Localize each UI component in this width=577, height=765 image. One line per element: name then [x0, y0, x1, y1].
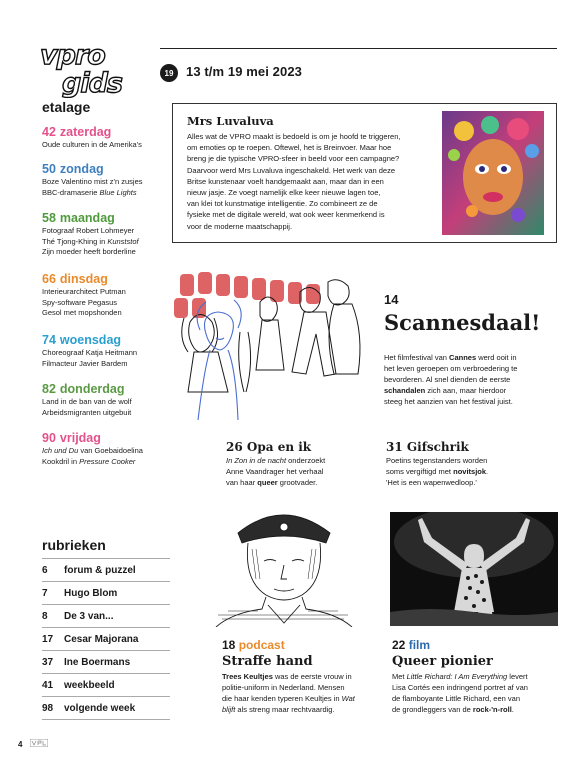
- rubriek-item: [42, 673, 170, 696]
- queer-pionier-text: .: [511, 705, 514, 714]
- etalage-day-page: 90: [42, 431, 56, 445]
- gifschrik-highlight: novitsjok: [453, 467, 487, 476]
- scannesdaal-highlight: Cannes: [449, 353, 477, 362]
- rubriek-page: 41: [42, 679, 54, 691]
- scannesdaal-text: zich aan, maar hierdoor: [425, 386, 507, 395]
- film-category: film: [408, 638, 431, 652]
- gifschrik-line: [386, 477, 546, 488]
- film-header: [392, 638, 430, 652]
- etalage-line-text: Oude culturen in de Amerika's: [42, 140, 142, 149]
- opa-en-ik-line: [226, 455, 376, 466]
- straffe-hand-line: [222, 704, 372, 715]
- straffe-hand-line: [222, 671, 372, 682]
- etalage-day-page: 50: [42, 162, 56, 176]
- rubriek-item: [42, 558, 170, 581]
- rubrieken-heading: rubrieken: [42, 537, 106, 553]
- etalage-day-name: zondag: [59, 162, 104, 176]
- etalage-day-woensdag: [42, 333, 172, 369]
- etalage-day-line: [42, 140, 172, 151]
- straffe-hand-text: was de eerste vrouw in: [272, 672, 352, 681]
- rubriek-page: 6: [42, 564, 48, 576]
- etalage-line-text: Choreograaf Katja Heitmann: [42, 348, 138, 357]
- etalage-line-title: Pressure Cooker: [79, 456, 136, 466]
- etalage-day-name: zaterdag: [59, 125, 112, 139]
- rubriek-label: forum & puzzel: [64, 564, 136, 576]
- etalage-line-title: Blue Lights: [99, 187, 137, 197]
- etalage-line-text: BBC-dramaserie: [42, 187, 100, 197]
- etalage-line-text: Zijn moeder heeft borderline: [42, 247, 136, 256]
- queer-pionier-line: [392, 704, 557, 715]
- gifschrik-text: .: [486, 467, 489, 476]
- cannes-illustration: [170, 272, 370, 432]
- feature-line: Alles wat de VPRO maakt is bedoeld is om je hoofd te triggeren,: [187, 132, 401, 141]
- etalage-line-text: Arbeidsmigranten uitgebuit: [42, 407, 132, 417]
- etalage-day-line: [42, 408, 172, 419]
- issue-dates: 13 t/m 19 mei 2023: [186, 64, 302, 79]
- rubriek-label: Cesar Majorana: [64, 633, 139, 645]
- etalage-line-text: Filmacteur Javier Bardem: [42, 358, 128, 368]
- straffe-hand-text: als streng maar rechtvaardig.: [235, 705, 335, 714]
- queer-pionier-line: [392, 671, 557, 682]
- etalage-day-zaterdag: [42, 125, 172, 151]
- opa-en-ik-text: grootvader.: [277, 478, 318, 487]
- rubriek-page: 98: [42, 702, 54, 714]
- etalage-day-header: [42, 272, 172, 287]
- scannesdaal-line: [384, 352, 554, 363]
- straffe-hand-title-ref: blijft: [222, 705, 236, 714]
- rubriek-page: 8: [42, 610, 48, 622]
- etalage-heading: etalage: [42, 99, 91, 115]
- queer-pionier-body: [392, 671, 557, 715]
- gifschrik-text: 'Het is een wapenwedloop.': [386, 478, 477, 487]
- straffe-hand-line: [222, 693, 372, 704]
- queer-pionier-highlight: rock-'n-roll: [472, 705, 512, 714]
- scannesdaal-line: [384, 396, 554, 407]
- gifschrik-text: Poetins tegenstanders worden: [386, 456, 488, 465]
- etalage-line-title: Kunststof: [107, 236, 139, 246]
- footer-vpro-logo: [30, 739, 48, 747]
- etalage-day-line: [42, 359, 172, 370]
- feature-line: voor de moderne maatschappij.: [187, 221, 293, 231]
- feature-line: van klei tot kunstmatige intelligentie. Zo combineert ze de: [187, 199, 378, 209]
- etalage-day-line: [42, 457, 172, 468]
- page-number: 4: [18, 740, 23, 749]
- rubriek-label: weekbeeld: [64, 679, 115, 691]
- queer-pionier-text: de grondleggers van de: [392, 705, 473, 714]
- etalage-day-line: [42, 247, 172, 258]
- etalage-day-name: donderdag: [59, 382, 125, 396]
- queer-pionier-title: Queer pionier: [392, 654, 493, 669]
- etalage-day-line: [42, 226, 172, 237]
- opa-en-ik-line: [226, 466, 376, 477]
- etalage-day-dinsdag: [42, 272, 172, 319]
- rubriek-item: [42, 650, 170, 673]
- rubriek-item: [42, 604, 170, 627]
- etalage-day-page: 82: [42, 382, 56, 396]
- etalage-day-name: maandag: [59, 211, 115, 225]
- queer-pionier-text: Lisa Cortés een indringend portret af van: [392, 683, 528, 692]
- queer-pionier-text: de flamboyante Little Richard, een van: [392, 694, 520, 703]
- queer-pionier-line: [392, 682, 557, 693]
- etalage-day-line: [42, 188, 172, 199]
- etalage-day-header: [42, 125, 172, 140]
- etalage-day-line: [42, 397, 172, 408]
- etalage-line-title: Ich und Du: [42, 446, 79, 455]
- gifschrik-line: [386, 466, 546, 477]
- etalage-line-text: Kookdril in: [42, 456, 80, 466]
- etalage-day-header: [42, 382, 172, 397]
- etalage-line-text: Boze Valentino mist z'n zusjes: [42, 177, 143, 186]
- scannesdaal-line: [384, 363, 554, 374]
- scannesdaal-title: Scannesdaal!: [384, 310, 541, 335]
- rubriek-label: Hugo Blom: [64, 587, 118, 599]
- rubriek-item: [42, 581, 170, 604]
- mrs-luvaluva-artwork: [442, 111, 544, 235]
- etalage-day-line: [42, 287, 172, 298]
- scannesdaal-page-number: 14: [384, 292, 399, 307]
- opa-en-ik-text: onderzoekt: [286, 456, 326, 465]
- scannesdaal-highlight: schandalen: [384, 386, 426, 395]
- etalage-line-text: Interieurarchitect Putman: [42, 287, 126, 296]
- etalage-line-text: Spy-software Pegasus: [42, 297, 118, 307]
- scannesdaal-text: werd ooit in: [476, 353, 517, 362]
- feature-body: [187, 131, 435, 232]
- feature-line: om emoties op te roepen. Oftewel, het is Breinvoer. Maar hoe: [187, 143, 392, 153]
- etalage-line-text: van Goebaidoelina: [78, 446, 143, 455]
- scannesdaal-text: het leven geroepen om verbroedering te: [384, 364, 518, 373]
- logo-bottom-text: gids: [62, 68, 122, 98]
- opa-en-ik-line: [226, 477, 376, 488]
- rubriek-item: [42, 627, 170, 650]
- etalage-day-header: [42, 162, 172, 177]
- etalage-day-page: 74: [42, 333, 56, 347]
- opa-en-ik-title-text: Opa en ik: [246, 440, 312, 454]
- etalage-day-page: 42: [42, 125, 56, 139]
- opa-en-ik-title: [226, 440, 311, 454]
- opa-en-ik-title-ref: In Zon in de nacht: [226, 456, 287, 465]
- feature-line: breng je die typische VPRO-sfeer in beeld voor een campagne?: [187, 154, 400, 164]
- queer-pionier-text: Met: [392, 672, 407, 681]
- feature-line: nieuw jasje. Ze voegt namelijk elke keer nieuwe lagen toe,: [187, 188, 381, 198]
- scannesdaal-text: bevorderen. Al snel dienden de eerste: [384, 375, 511, 384]
- feature-line: fysieke met de digitale wereld, wat ook weer kenmerkend is: [187, 210, 385, 220]
- feature-line: Britse kunstenaar voelt handgemaakt aan, maar dan in een: [187, 176, 384, 186]
- feature-title: Mrs Luvaluva: [187, 114, 274, 128]
- etalage-line-text: Gesol met mopshonden: [42, 308, 122, 317]
- podcast-category: podcast: [238, 638, 285, 652]
- opa-en-ik-highlight: queer: [257, 478, 278, 487]
- scannesdaal-line: [384, 374, 554, 385]
- queer-pionier-line: [392, 693, 557, 704]
- etalage-day-page: 58: [42, 211, 56, 225]
- rubriek-page: 37: [42, 656, 54, 668]
- etalage-day-header: [42, 431, 172, 446]
- straffe-hand-title-ref: Wat: [341, 694, 355, 703]
- podcast-header: [222, 638, 285, 652]
- logo-top-text: vpro: [40, 40, 105, 71]
- scannesdaal-line: [384, 385, 554, 396]
- etalage-line-text: Land in de ban van de wolf: [42, 397, 132, 406]
- gifschrik-title-text: Gifschrik: [406, 440, 469, 454]
- gifschrik-page-number: 31: [386, 440, 403, 454]
- etalage-day-line: [42, 446, 172, 457]
- etalage-day-vrijdag: [42, 431, 172, 467]
- straffe-hand-highlight: Trees Keultjes: [222, 672, 273, 681]
- etalage-line-text: Thé Tjong-Khing in: [42, 236, 108, 246]
- vpro-gids-logo: [40, 40, 152, 98]
- scannesdaal-body: [384, 352, 554, 407]
- rubriek-label: De 3 van...: [64, 610, 114, 622]
- etalage-day-line: [42, 237, 172, 248]
- rubriek-page: 17: [42, 633, 54, 645]
- rubriek-page: 7: [42, 587, 48, 599]
- gifschrik-title: [386, 440, 469, 454]
- etalage-day-line: [42, 177, 172, 188]
- etalage-day-line: [42, 308, 172, 319]
- feature-line: Daarvoor werd Mrs Luvaluva ingeschakeld. Het werk van deze: [187, 165, 396, 175]
- masthead-rule: [160, 48, 557, 49]
- rubrieken-list: [42, 558, 170, 720]
- etalage-day-line: [42, 298, 172, 309]
- film-page-number: 22: [392, 638, 406, 652]
- etalage-day-header: [42, 333, 172, 348]
- straffe-hand-line: [222, 682, 372, 693]
- etalage-day-donderdag: [42, 382, 172, 418]
- rubriek-item: [42, 696, 170, 720]
- straffe-hand-text: die haar kenden typeren Keultjes in: [222, 694, 342, 703]
- etalage-day-maandag: [42, 211, 172, 258]
- etalage-day-zondag: [42, 162, 172, 198]
- straffe-hand-title: Straffe hand: [222, 654, 313, 669]
- straffe-hand-text: politie-uniform in Nederland. Mensen: [222, 683, 345, 692]
- scannesdaal-text: Het filmfestival van: [384, 353, 450, 362]
- opa-en-ik-text: van haar: [226, 478, 258, 487]
- etalage-day-line: [42, 348, 172, 359]
- etalage-day-name: woensdag: [59, 333, 122, 347]
- etalage-line-text: Fotograaf Robert Lohmeyer: [42, 226, 135, 235]
- gifschrik-body: [386, 455, 546, 488]
- etalage-day-header: [42, 211, 172, 226]
- straffe-hand-body: [222, 671, 372, 715]
- gifschrik-text: soms vergiftigd met: [386, 467, 454, 476]
- opa-en-ik-illustration: [208, 505, 358, 627]
- queer-pionier-title-ref: Little Richard: I Am Everything: [406, 672, 508, 681]
- little-richard-photo: [390, 512, 558, 626]
- etalage-day-page: 66: [42, 272, 56, 286]
- issue-number-badge: 19: [160, 64, 178, 82]
- etalage-day-name: vrijdag: [59, 431, 101, 445]
- rubriek-label: Ine Boermans: [64, 656, 131, 668]
- scannesdaal-text: steeg het aanzien van het festival juist.: [384, 397, 513, 406]
- queer-pionier-text: levert: [507, 672, 528, 681]
- etalage-day-name: dinsdag: [59, 272, 108, 286]
- opa-en-ik-text: Anne Vaandrager het verhaal: [226, 467, 324, 476]
- gifschrik-line: [386, 455, 546, 466]
- rubriek-label: volgende week: [64, 702, 136, 714]
- opa-en-ik-body: [226, 455, 376, 488]
- opa-en-ik-page-number: 26: [226, 440, 243, 454]
- podcast-page-number: 18: [222, 638, 236, 652]
